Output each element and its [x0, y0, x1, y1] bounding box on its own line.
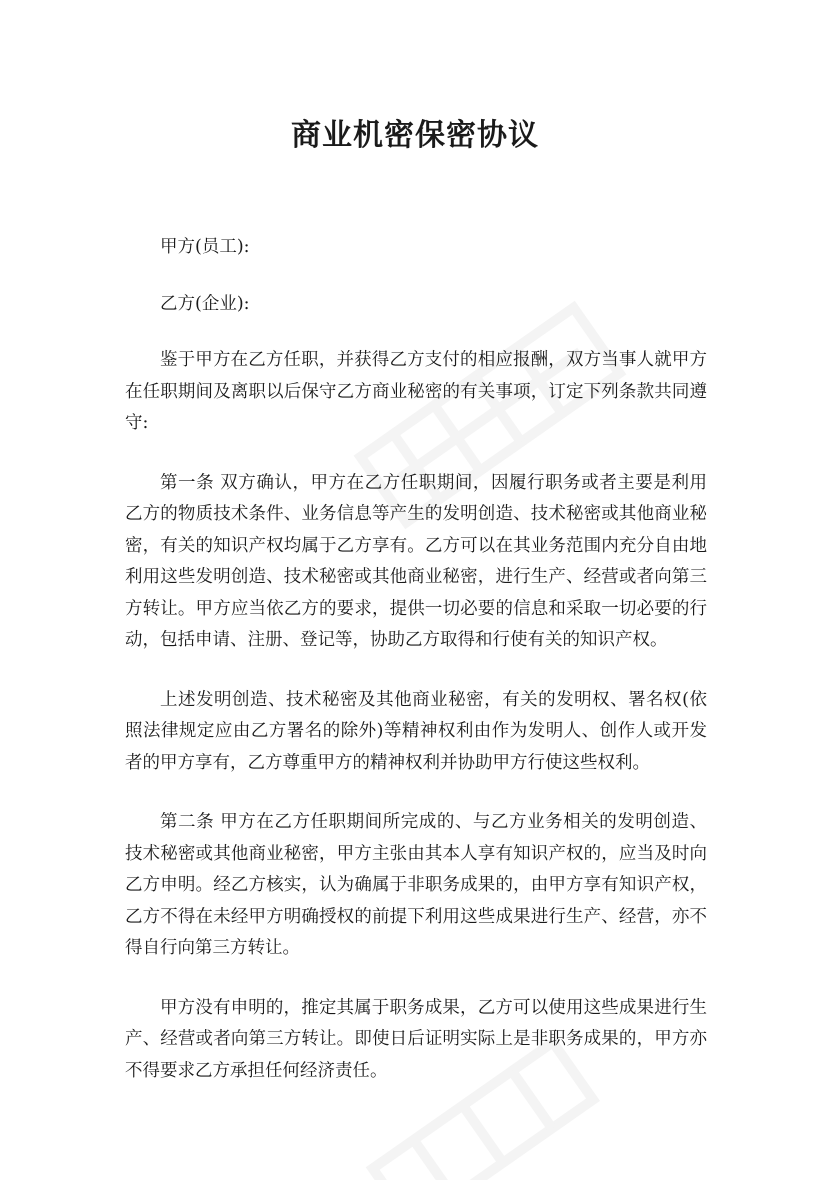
paragraph-article-1-rights: 上述发明创造、技术秘密及其他商业秘密，有关的发明权、署名权(依照法律规定应由乙方署名的除外)等精神权利由作为发明人、创作人或开发者的甲方享有，乙方尊重甲方的精神权利并协助甲方行使这些权利。	[125, 689, 707, 773]
paragraph-preamble: 鉴于甲方在乙方任职，并获得乙方支付的相应报酬，双方当事人就甲方在任职期间及离职以后保守乙方商业秘密的有关事项，订定下列条款共同遵守:	[125, 350, 707, 433]
paragraph-article-2-presumption: 甲方没有申明的，推定其属于职务成果，乙方可以使用这些成果进行生产、经营或者向第三方转让。即使日后证明实际上是非职务成果的，甲方亦不得要求乙方承担任何经济责任。	[125, 997, 707, 1081]
paragraph-article-1: 第一条 双方确认，甲方在乙方任职期间，因履行职务或者主要是利用乙方的物质技术条件、业务信息等产生的发明创造、技术秘密或其他商业秘密，有关的知识产权均属于乙方享有。乙方可以在其业务范围内充分自由地利用这些发明创造、技术秘密或其他商业秘密，进行生产、经营或者向第三方转让。甲方应当依乙方的要求，提供一切必要的信息和采取一切必要的行动，包括申请、注册、登记等，协助乙方取得和行使有关的知识产权。	[125, 472, 707, 650]
document-body	[125, 232, 707, 1115]
page-title: 商业机密保密协议	[291, 118, 539, 153]
party-a-label: 甲方(员工):	[160, 237, 250, 257]
party-b-label: 乙方(企业):	[160, 293, 250, 314]
paragraph-article-2: 第二条 甲方在乙方任职期间所完成的、与乙方业务相关的发明创造、技术秘密或其他商业秘密，甲方主张由其本人享有知识产权的，应当及时向乙方申明。经乙方核实，认为确属于非职务成果的，由甲方享有知识产权，乙方不得在未经甲方明确授权的前提下利用这些成果进行生产、经营，亦不得自行向第三方转让。	[125, 812, 707, 958]
